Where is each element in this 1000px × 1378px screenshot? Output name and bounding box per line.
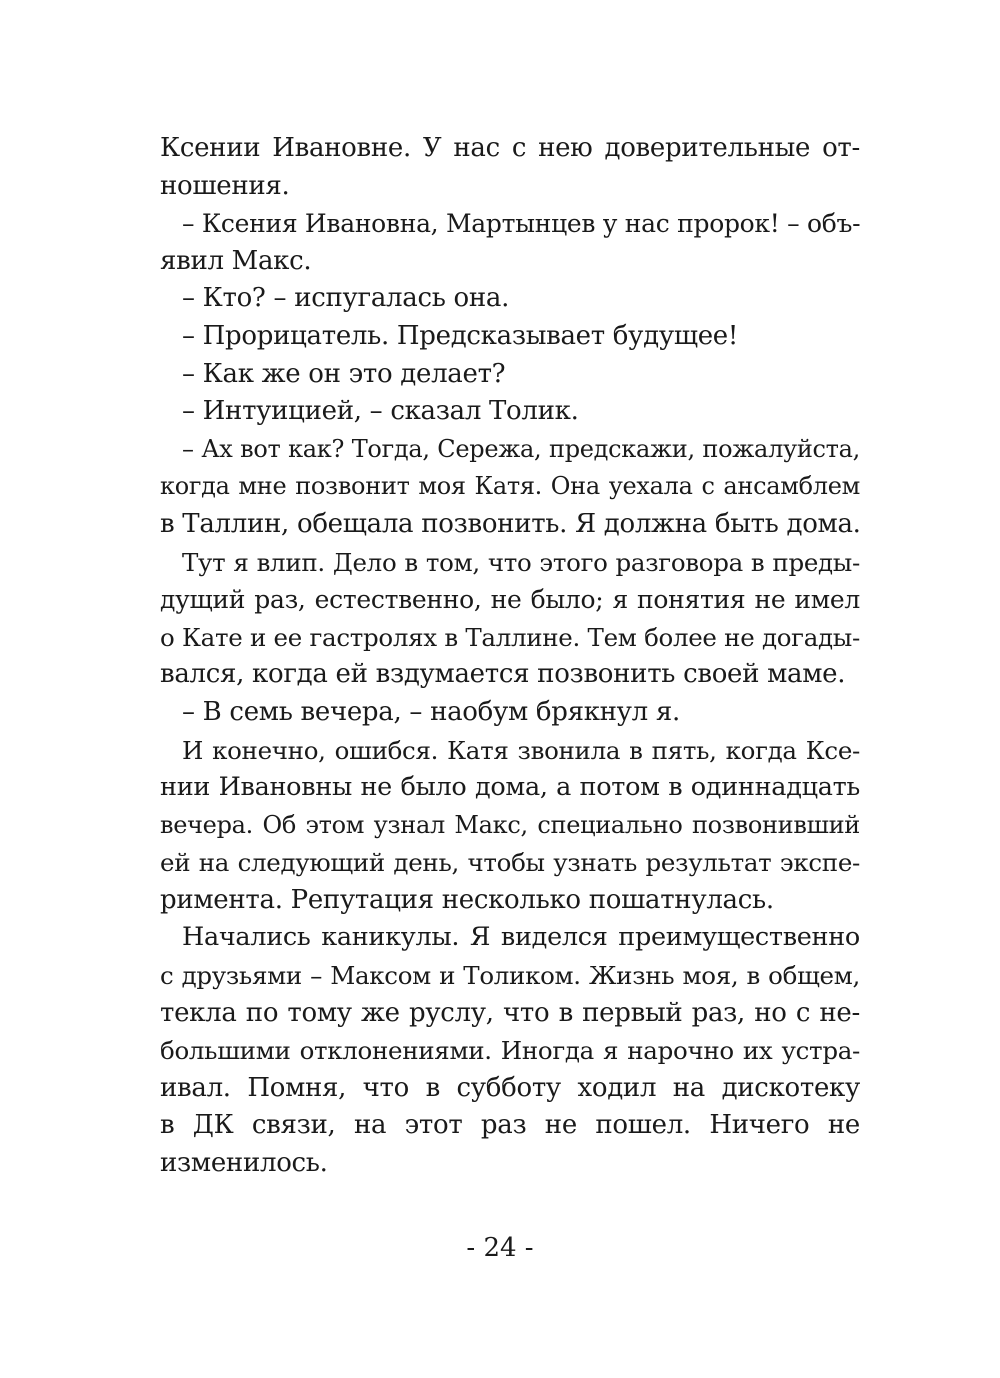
text-line: Ксении Ивановне. У нас с нею доверительные от- — [160, 133, 860, 163]
text-line: в Таллин, обещала позвонить. Я должна быть дома. — [160, 508, 861, 539]
page-number: - 24 - — [466, 1233, 534, 1263]
text-line: нии Ивановны не было дома, а потом в одиннадцать — [160, 772, 860, 803]
text-line: ей на следующий день, чтобы узнать результат экспе- — [160, 848, 860, 878]
text-line: И конечно, ошибся. Катя звонила в пять, когда Ксе- — [182, 735, 860, 765]
text-line: о Кате и ее гастролях в Таллине. Тем более не догады- — [160, 622, 860, 652]
text-line: Тут я влип. Дело в том, что этого разговора в преды- — [182, 547, 860, 577]
text-line: ношения. — [160, 170, 290, 201]
text-line: – В семь вечера, – наобум брякнул я. — [182, 696, 680, 727]
body-text — [160, 130, 860, 1183]
text-line: – Как же он это делает? — [182, 358, 506, 389]
text-line: явил Макс. — [160, 245, 312, 276]
text-line: когда мне позвонит моя Катя. Она уехала с ансамблем — [160, 472, 860, 501]
text-line: – Ксения Ивановна, Мартынцев у нас пророк! – объ- — [182, 209, 861, 239]
text-line: в ДК связи, на этот раз не пошел. Ничего не — [160, 1110, 860, 1141]
text-line: вечера. Об этом узнал Макс, специально позвонивший — [160, 810, 860, 839]
text-line: – Ах вот как? Тогда, Сережа, предскажи, пожалуйста, — [182, 434, 860, 463]
text-line: вался, когда ей вздумается позвонить своей маме. — [160, 659, 846, 690]
text-line: большими отклонениями. Иногда я нарочно их устра- — [160, 1036, 860, 1066]
text-line: римента. Репутация несколько пошатнулась. — [160, 884, 774, 915]
text-line: Начались каникулы. Я виделся преимущественно — [182, 922, 860, 953]
text-line: текла по тому же руслу, что в первый раз, но с не- — [160, 997, 860, 1028]
text-line: дущий раз, естественно, не было; я понятия не имел — [160, 585, 860, 615]
text-line: – Интуицией, – сказал Толик. — [182, 396, 579, 427]
text-line: ивал. Помня, что в субботу ходил на дискотеку — [160, 1072, 860, 1103]
text-line: – Прорицатель. Предсказывает будущее! — [182, 320, 739, 351]
text-line: с друзьями – Максом и Толиком. Жизнь моя, в общем, — [160, 961, 860, 991]
text-line: – Кто? – испугалась она. — [182, 283, 510, 314]
text-line: изменилось. — [160, 1148, 328, 1179]
